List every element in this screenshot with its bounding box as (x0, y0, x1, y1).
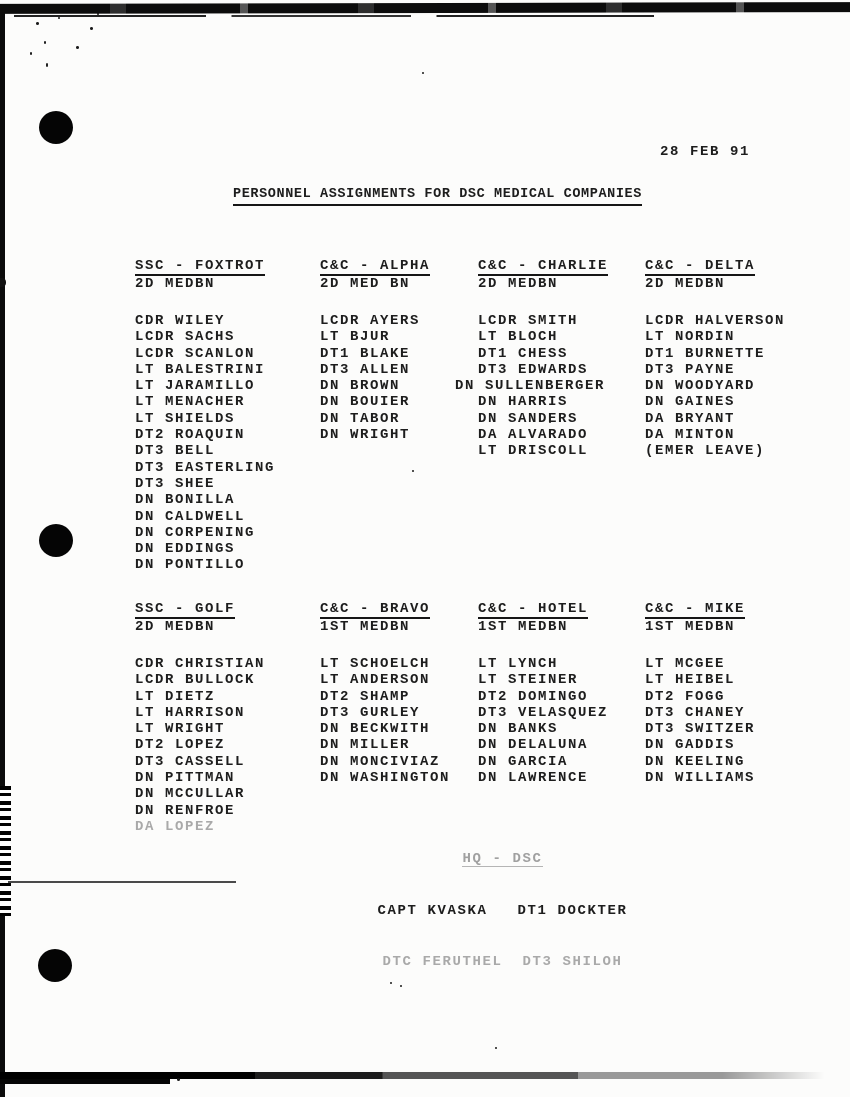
member-name: DN HARRIS (478, 394, 569, 411)
member-name: LCDR BULLOCK (135, 672, 256, 689)
member-name: DT3 ALLEN (320, 361, 411, 378)
member-name: LT BLOCH (478, 329, 559, 346)
company-unit: 2D MEDBN (135, 619, 216, 635)
company-unit: 2D MEDBN (478, 276, 559, 292)
member-name: DN LAWRENCE (478, 770, 589, 787)
member-name: LT BJUR (320, 329, 391, 346)
member-name: DA BRYANT (645, 410, 736, 427)
company-unit: 1ST MEDBN (645, 619, 736, 635)
member-name: DT2 FOGG (645, 688, 726, 705)
member-name: DN GAINES (645, 394, 736, 411)
member-name: DT2 DOMINGO (478, 688, 589, 705)
document-date: 28 FEB 91 (659, 144, 750, 160)
company-column (320, 258, 430, 443)
member-name: LT DRISCOLL (478, 443, 589, 460)
company-unit: 2D MEDBN (645, 276, 726, 292)
member-name: DT3 EDWARDS (478, 361, 589, 378)
member-name: DN SULLENBERGER (455, 378, 606, 395)
member-name: LT HEIBEL (645, 672, 736, 689)
company-unit: 1ST MEDBN (320, 619, 411, 635)
member-name: (EMER LEAVE) (645, 443, 766, 460)
member-name: LCDR AYERS (320, 313, 421, 329)
member-name: LT MCGEE (645, 656, 726, 672)
member-name: DN CORPENING (135, 524, 256, 541)
document-title: PERSONNEL ASSIGNMENTS FOR DSC MEDICAL COMPANIES (233, 187, 642, 206)
member-name: DN GADDIS (645, 737, 736, 754)
company-title: C&C - MIKE (645, 601, 746, 617)
member-name: DN PONTILLO (135, 557, 246, 574)
member-name: LCDR SCANLON (135, 345, 256, 362)
member-name: DN GARCIA (478, 753, 569, 770)
member-name: DT3 CHANEY (645, 704, 746, 721)
member-name: LT DIETZ (135, 688, 216, 705)
company-column (320, 601, 450, 786)
member-name: DN WOODYARD (645, 378, 756, 395)
member-name: LT STEINER (478, 672, 579, 689)
scan-top-edge-band (0, 2, 850, 14)
company-column (455, 258, 609, 460)
hq-staff-line: CAPT KVASKA DT1 DOCKTER (377, 903, 628, 919)
member-name: DN TABOR (320, 410, 401, 427)
member-name: LT JARAMILLO (135, 378, 256, 395)
hq-block (330, 817, 675, 1005)
member-name: LT NORDIN (645, 329, 736, 346)
member-name: DA ALVARADO (478, 427, 589, 444)
member-name: DN WASHINGTON (320, 770, 451, 787)
company-title: C&C - HOTEL (478, 601, 589, 617)
ink-speck (177, 1078, 180, 1081)
member-name: DN CALDWELL (135, 508, 246, 525)
scan-top-edge-line (14, 15, 654, 17)
member-name: DT3 EASTERLING (135, 459, 276, 476)
ink-speck (495, 1047, 497, 1049)
horizontal-rule-mark (8, 881, 236, 883)
ink-speck (97, 13, 99, 15)
member-name: DN BONILLA (135, 492, 236, 509)
member-name: CDR CHRISTIAN (135, 656, 266, 672)
scan-left-stripe-marks (0, 786, 11, 916)
member-name: DT3 GURLEY (320, 704, 421, 721)
company-title: SSC - GOLF (135, 601, 236, 617)
member-name: DN WILLIAMS (645, 770, 756, 787)
member-name: DT3 SWITZER (645, 721, 756, 738)
scan-bottom-edge-band2 (0, 1079, 170, 1084)
member-name: DT1 CHESS (478, 345, 569, 362)
punch-hole-top (39, 111, 73, 144)
ink-speck (44, 41, 46, 44)
member-name: DT3 SHEE (135, 475, 216, 492)
scan-bottom-edge-band (0, 1072, 850, 1079)
company-column (135, 258, 275, 574)
company-title: C&C - ALPHA (320, 258, 431, 274)
ink-speck (30, 52, 32, 55)
member-name: DN KEELING (645, 753, 746, 770)
company-title: SSC - FOXTROT (135, 258, 266, 274)
company-unit: 1ST MEDBN (478, 619, 569, 635)
company-title: C&C - DELTA (645, 258, 756, 274)
company-column (645, 601, 755, 786)
member-name: DN EDDINGS (135, 541, 236, 558)
company-column (645, 258, 785, 460)
company-title: C&C - CHARLIE (478, 258, 609, 274)
punch-hole-middle (39, 524, 73, 557)
member-name: DN SANDERS (478, 410, 579, 427)
member-name: DN MILLER (320, 737, 411, 754)
member-name: DN BOUIER (320, 394, 411, 411)
member-name: DT2 ROAQUIN (135, 427, 246, 444)
member-name: DT1 BURNETTE (645, 345, 766, 362)
member-name: DT3 VELASQUEZ (478, 704, 609, 721)
hq-staff-line-faded: DTC FERUTHEL DT3 SHILOH (382, 954, 623, 970)
member-name: LT SCHOELCH (320, 656, 431, 672)
member-name: DN PITTMAN (135, 770, 236, 787)
company-title: C&C - BRAVO (320, 601, 431, 617)
member-name: DN BROWN (320, 378, 401, 395)
ink-speck (412, 470, 414, 472)
member-name: DT3 BELL (135, 443, 216, 460)
member-name: DT3 PAYNE (645, 361, 736, 378)
member-name: LCDR SACHS (135, 329, 236, 346)
member-name: DN WRIGHT (320, 427, 411, 444)
member-name: LCDR SMITH (478, 313, 579, 329)
ink-speck (36, 22, 39, 25)
ink-speck (76, 46, 79, 49)
punch-hole-bottom (38, 949, 72, 982)
member-name: DN MCCULLAR (135, 786, 246, 803)
member-name: DA LOPEZ (135, 818, 216, 835)
member-name: LT BALESTRINI (135, 361, 266, 378)
member-name: LT SHIELDS (135, 410, 236, 427)
member-name: DN DELALUNA (478, 737, 589, 754)
hq-heading: HQ - DSC (462, 851, 543, 867)
company-unit: 2D MEDBN (135, 276, 216, 292)
member-name: LT MENACHER (135, 394, 246, 411)
member-name: LT HARRISON (135, 704, 246, 721)
member-name: DT1 BLAKE (320, 345, 411, 362)
member-name: LCDR HALVERSON (645, 313, 786, 329)
ink-speck (58, 17, 60, 19)
member-name: DA MINTON (645, 427, 736, 444)
member-name: DN BANKS (478, 721, 559, 738)
member-name: LT ANDERSON (320, 672, 431, 689)
member-name: DN RENFROE (135, 802, 236, 819)
company-column (478, 601, 608, 786)
scan-left-smudge (0, 278, 6, 287)
company-unit: 2D MED BN (320, 276, 411, 292)
hq-heading-row (330, 851, 675, 869)
member-name: LT WRIGHT (135, 721, 226, 738)
member-name: DN BECKWITH (320, 721, 431, 738)
member-name: LT LYNCH (478, 656, 559, 672)
ink-speck (422, 72, 424, 74)
ink-speck (90, 27, 93, 30)
scan-left-edge-bar (0, 12, 5, 1097)
member-name: CDR WILEY (135, 313, 226, 329)
ink-speck (46, 63, 48, 67)
member-name: DN MONCIVIAZ (320, 753, 441, 770)
member-name: DT2 LOPEZ (135, 737, 226, 754)
company-column (135, 601, 265, 835)
member-name: DT2 SHAMP (320, 688, 411, 705)
member-name: DT3 CASSELL (135, 753, 246, 770)
